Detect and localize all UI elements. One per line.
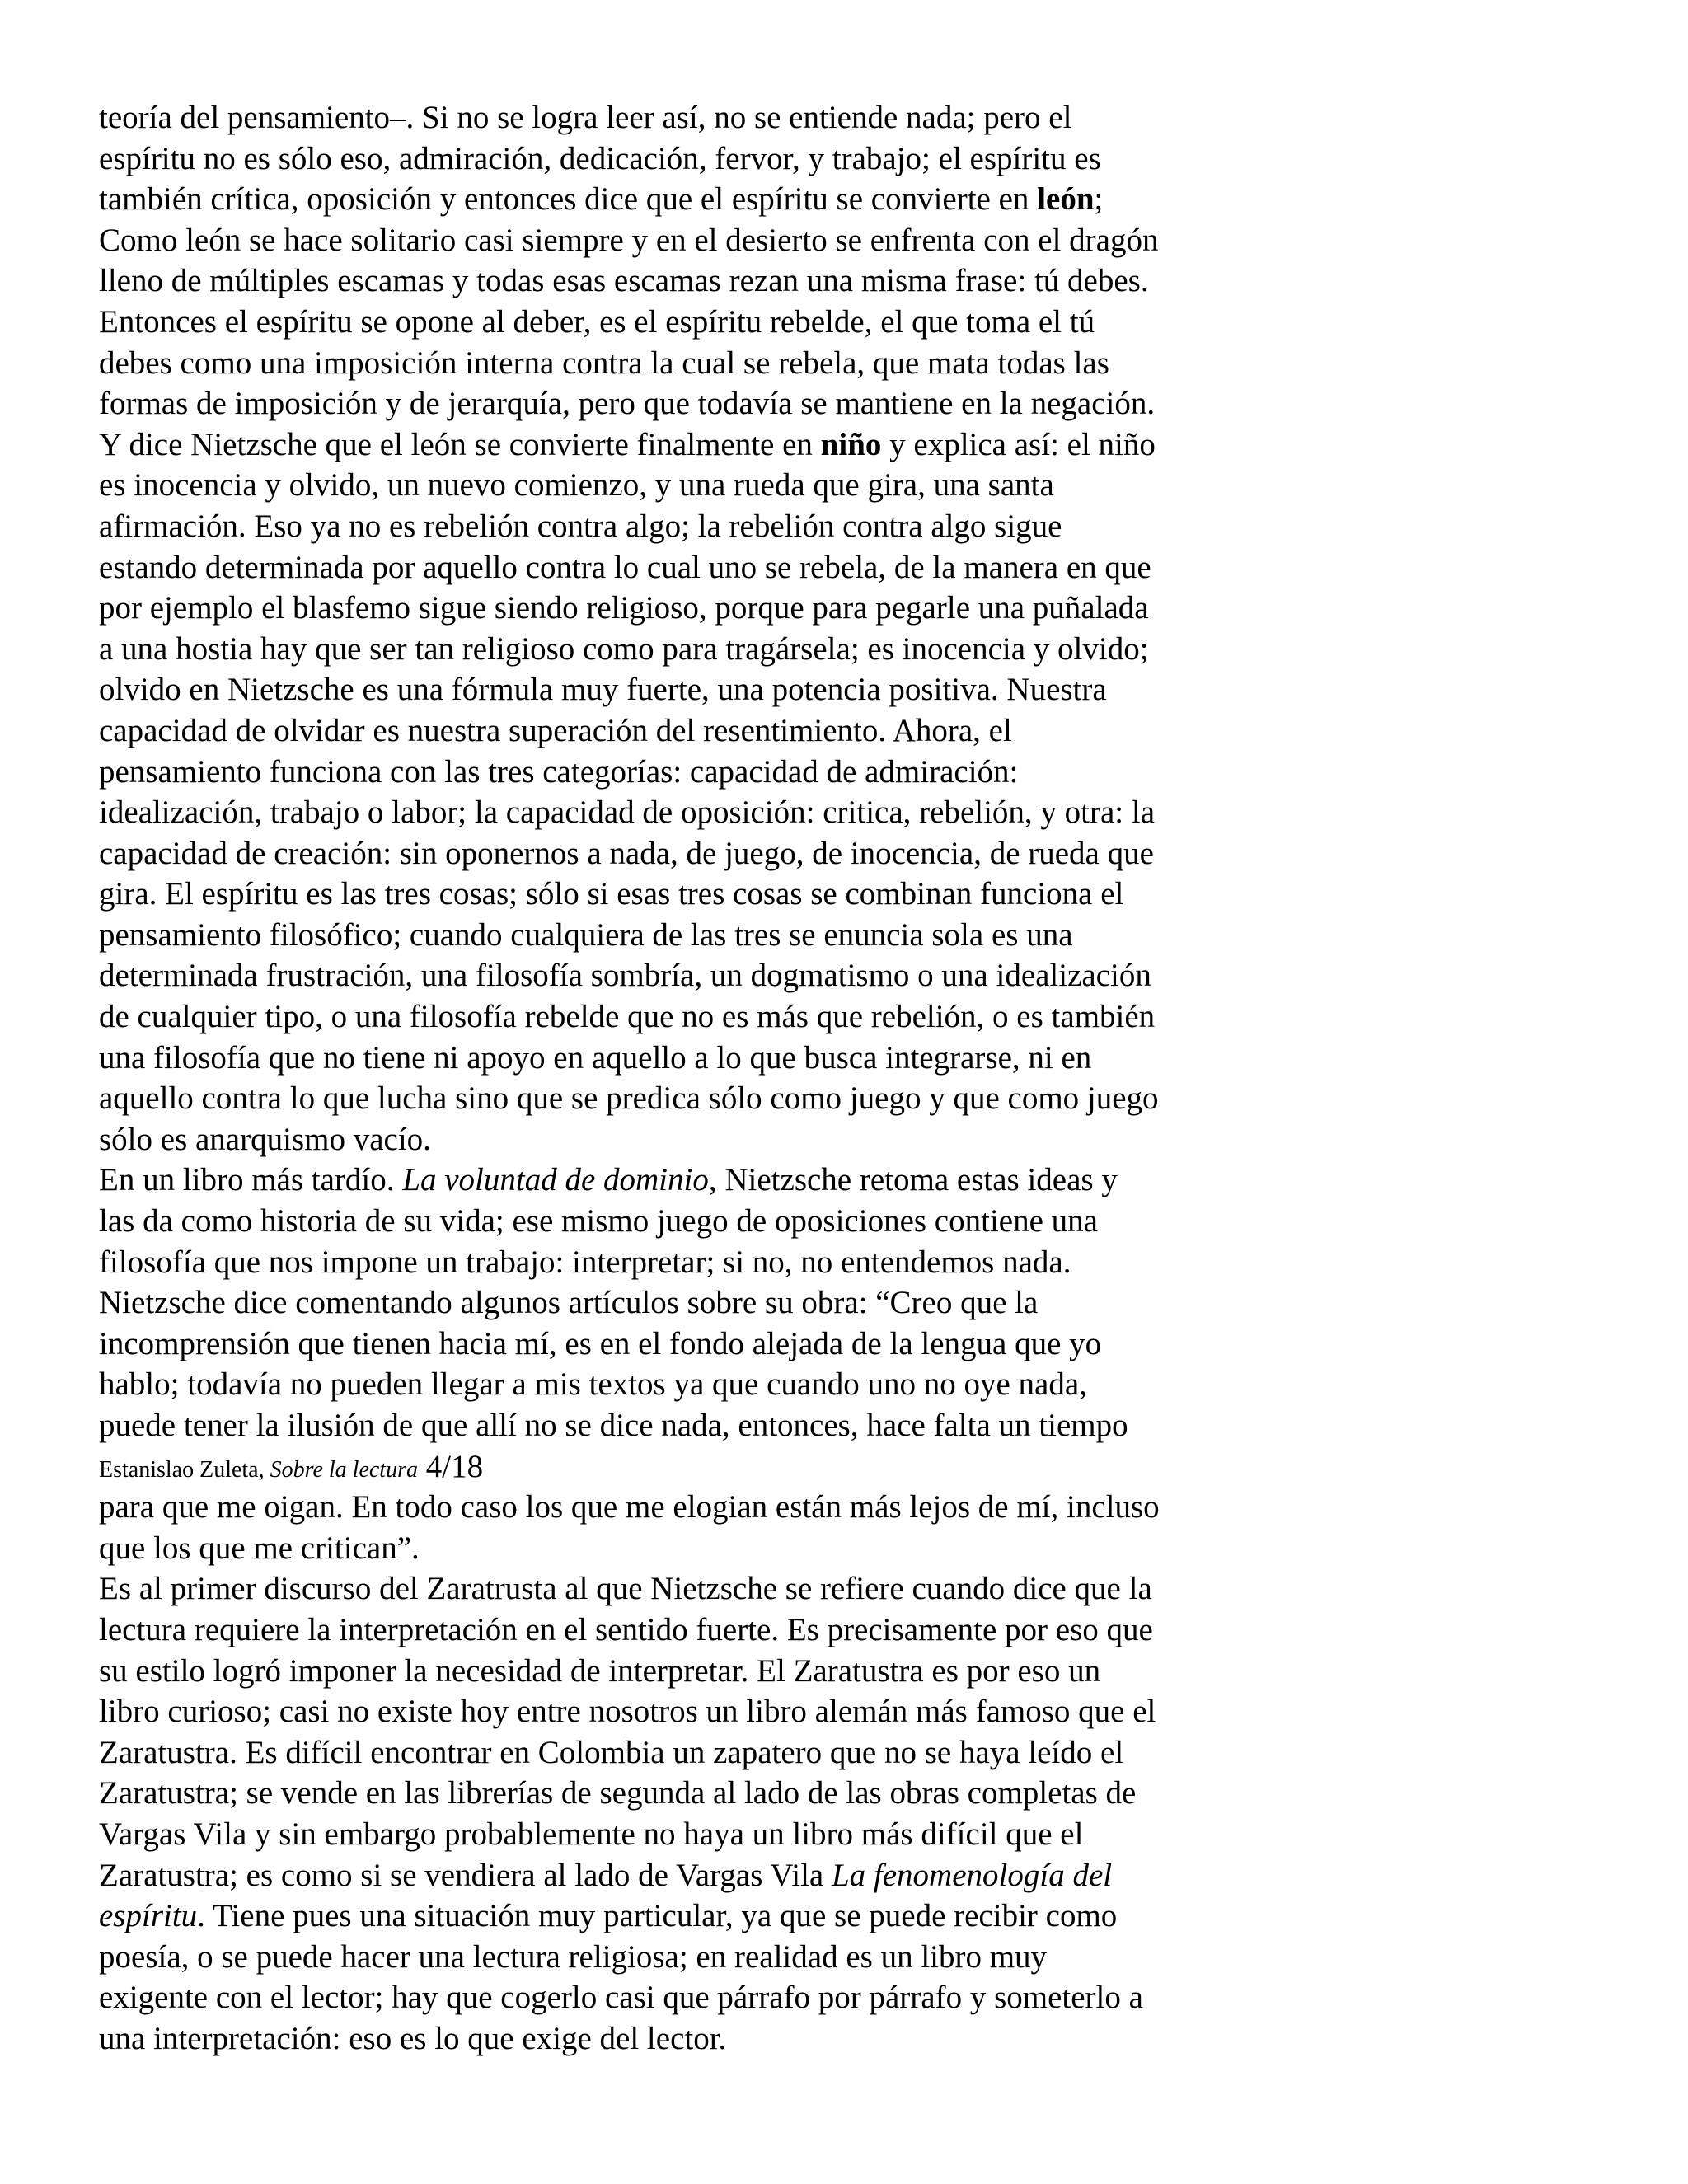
text-line: pensamiento funciona con las tres categorías: capacidad de admiración: [99, 753, 1019, 790]
text-line: Y dice Nietzsche que el león se convierte finalmente en niño y explica así: el niño [99, 426, 1156, 462]
text-line: estando determinada por aquello contra lo cual uno se rebela, de la manera en que [99, 549, 1151, 585]
text-line: lleno de múltiples escamas y todas esas escamas rezan una misma frase: tú debes. [99, 263, 1149, 299]
bold-term: león [1037, 181, 1095, 218]
text-line: idealización, trabajo o labor; la capacidad de oposición: critica, rebelión, y otra: la [99, 794, 1156, 831]
bold-term: niño [820, 426, 882, 462]
text-line: incomprensión que tienen hacia mí, es en el fondo alejada de la lengua que yo [99, 1325, 1102, 1361]
text-line: poesía, o se puede hacer una lectura religiosa; en realidad es un libro muy [99, 1938, 1048, 1975]
text-line: una filosofía que no tiene ni apoyo en aquello a lo que busca integrarse, ni en [99, 1039, 1092, 1076]
text-line: Como león se hace solitario casi siempre y en el desierto se enfrenta con el dragón [99, 222, 1159, 258]
body-text-bottom [99, 1487, 1302, 2059]
text-line: debes como una imposición interna contra la cual se rebela, que mata todas las [99, 344, 1109, 381]
text-line: puede tener la ilusión de que allí no se dice nada, entonces, hace falta un tiempo [99, 1408, 1128, 1443]
footer-author: Estanislao Zuleta, [99, 1456, 270, 1483]
text-line: Vargas Vila y sin embargo probablemente no haya un libro más difícil que el [99, 1816, 1084, 1852]
text-line: espíritu. Tiene pues una situación muy particular, ya que se puede recibir como [99, 1898, 1118, 1934]
text-line: capacidad de olvidar es nuestra superación del resentimiento. Ahora, el [99, 712, 1012, 748]
text-line: su estilo logró imponer la necesidad de interpretar. El Zaratustra es por eso un [99, 1652, 1101, 1689]
footer-book-title: Sobre la lectura [270, 1456, 418, 1483]
text-line: por ejemplo el blasfemo sigue siendo religioso, porque para pegarle una puñalada [99, 590, 1149, 626]
text-line: para que me oigan. En todo caso los que me elogian están más lejos de mí, incluso [99, 1489, 1160, 1526]
text-line: también crítica, oposición y entonces dice que el espíritu se convierte en león; [99, 181, 1104, 218]
text-line: En un libro más tardío. La voluntad de dominio, Nietzsche retoma estas ideas y [99, 1162, 1118, 1198]
text-line: Entonces el espíritu se opone al deber, es el espíritu rebelde, el que toma el tú [99, 303, 1095, 340]
text-line: filosofía que nos impone un trabajo: interpretar; si no, no entendemos nada. [99, 1244, 1071, 1280]
text-line: de cualquier tipo, o una filosofía rebelde que no es más que rebelión, o es también [99, 999, 1156, 1035]
text-line: hablo; todavía no pueden llegar a mis textos ya que cuando uno no oye nada, [99, 1366, 1087, 1403]
text-line: capacidad de creación: sin oponernos a nada, de juego, de inocencia, de rueda que [99, 835, 1154, 871]
text-line: Es al primer discurso del Zaratrusta al que Nietzsche se refiere cuando dice que la [99, 1571, 1152, 1607]
text-line: Nietzsche dice comentando algunos artículos sobre su obra: “Creo que la [99, 1285, 1039, 1321]
text-line: pensamiento filosófico; cuando cualquiera de las tres se enuncia sola es una [99, 916, 1073, 953]
page-number: 4/18 [417, 1448, 484, 1484]
text-line: teoría del pensamiento–. Si no se logra leer así, no se entiende nada; pero el [99, 100, 1072, 135]
text-line: Zaratustra; se vende en las librerías de segunda al lado de las obras completas de [99, 1775, 1137, 1811]
text-line: gira. El espíritu es las tres cosas; sólo si esas tres cosas se combinan funciona el [99, 876, 1124, 912]
text-line: una interpretación: eso es lo que exige del lector. [99, 2020, 727, 2056]
text-line: a una hostia hay que ser tan religioso como para tragársela; es inocencia y olvido; [99, 630, 1149, 667]
text-line: las da como historia de su vida; ese mismo juego de oposiciones contiene una [99, 1203, 1098, 1240]
text-line: aquello contra lo que lucha sino que se predica sólo como juego y que como juego [99, 1080, 1159, 1117]
body-text-top [99, 97, 1302, 1446]
text-line: afirmación. Eso ya no es rebelión contra algo; la rebelión contra algo sigue [99, 508, 1062, 544]
text-line: sólo es anarquismo vacío. [99, 1121, 431, 1157]
text-line: formas de imposición y de jerarquía, pero que todavía se mantiene en la negación. [99, 386, 1156, 422]
italic-title: espíritu [99, 1898, 198, 1934]
text-line: exigente con el lector; hay que cogerlo casi que párrafo por párrafo y someterlo a [99, 1980, 1143, 2016]
text-line: libro curioso; casi no existe hoy entre nosotros un libro alemán más famoso que el [99, 1694, 1156, 1730]
text-line: lectura requiere la interpretación en el sentido fuerte. Es precisamente por eso que [99, 1611, 1153, 1647]
document-page [99, 97, 1302, 2060]
text-line: Zaratustra; es como si se vendiera al lado de Vargas Vila La fenomenología del [99, 1857, 1113, 1893]
text-line: espíritu no es sólo eso, admiración, dedicación, fervor, y trabajo; el espíritu es [99, 140, 1101, 176]
text-line: olvido en Nietzsche es una fórmula muy fuerte, una potencia positiva. Nuestra [99, 672, 1107, 708]
italic-title: La voluntad de dominio [402, 1162, 709, 1198]
text-line: que los que me critican”. [99, 1530, 420, 1566]
text-line: determinada frustración, una filosofía sombría, un dogmatismo o una idealización [99, 958, 1151, 994]
italic-title: La fenomenología del [831, 1857, 1113, 1893]
text-line: es inocencia y olvido, un nuevo comienzo, y una rueda que gira, una santa [99, 467, 1054, 504]
page-footer [99, 1446, 1302, 1488]
text-line: Zaratustra. Es difícil encontrar en Colombia un zapatero que no se haya leído el [99, 1734, 1124, 1770]
